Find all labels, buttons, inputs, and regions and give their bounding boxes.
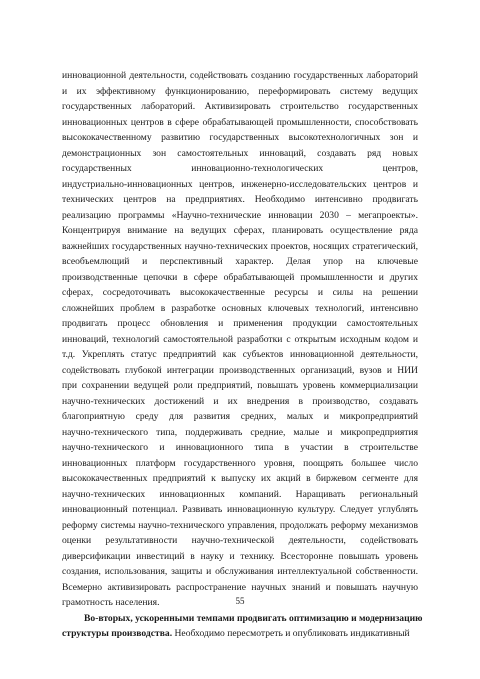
paragraph-1-line: диверсификации инвестиций в науку и технику. Всесторонне повышать уровень <box>62 550 418 562</box>
paragraph-1-line: всеобъемлющий и перспективный характер. Делая упор на ключевые <box>62 256 418 267</box>
paragraph-1-line: инновационных центров в сфере обрабатывающей промышленности, способствовать <box>62 116 418 128</box>
paragraph-1-line: Всемерно активизировать распространение научных знаний и повышать научную <box>62 581 418 593</box>
paragraph-2-line-1 <box>62 611 423 627</box>
body-text <box>62 68 423 642</box>
paragraph-1-line: научно-технических инновационных компаний. Наращивать региональный <box>62 488 418 500</box>
paragraph-1-line: сложнейших проблем в разработке основных ключевых технологий, интенсивно <box>62 302 418 314</box>
paragraph-1 <box>62 68 418 611</box>
paragraph-1-line: важнейших государственных научно-технических проектов, носящих стратегический, <box>62 240 418 252</box>
paragraph-1-line: реформу системы научно-технического управления, продолжать реформу механизмов <box>62 519 418 531</box>
paragraph-1-line: технических центров на предприятиях. Необходимо интенсивно продвигать <box>62 194 418 205</box>
paragraph-1-line: сферах, сосредоточивать высококачественные ресурсы и силы на решении <box>62 287 418 298</box>
paragraph-1-line: оценки результативности научно-технической деятельности, содействовать <box>62 535 418 546</box>
paragraph-1-line: демонстрационных зон самостоятельных инноваций, создавать ряд новых <box>62 147 418 159</box>
paragraph-1-line: инноваций, технологий самостоятельной разработки с открытым исходным кодом и <box>62 333 418 345</box>
paragraph-1-line: инновационной деятельности, содействовать созданию государственных лабораторий <box>62 70 418 81</box>
paragraph-1-line: производственные цепочки в сфере обрабатывающей промышленности и других <box>62 271 418 283</box>
page-number: 55 <box>235 596 245 606</box>
paragraph-1-line: т.д. Укреплять статус предприятий как субъектов инновационной деятельности, <box>62 349 418 360</box>
paragraph-1-line: высококачественных предприятий к выпуску их акций в биржевом сегменте для <box>62 473 418 484</box>
paragraph-1-line: содействовать глубокой интеграции производственных организаций, вузов и НИИ <box>62 364 418 376</box>
paragraph-1-line: научно-технического типа, поддерживать средние, малые и микропредприятия <box>62 426 418 438</box>
paragraph-1-line: высококачественному развитию государственных высокотехнологичных зон и <box>62 132 418 143</box>
paragraph-1-line: благоприятную среду для развития средних, малых и микропредприятий <box>62 411 418 422</box>
paragraph-1-line: реализацию программы «Научно-технические инновации 2030 – мегапроекты». <box>62 209 418 221</box>
paragraph-1-line: инновационных платформ государственного уровня, поощрять большее число <box>62 457 418 469</box>
paragraph-1-line: создания, использования, защиты и обслуживания интеллектуальной собственности. <box>62 566 418 577</box>
paragraph-1-line: Концентрируя внимание на ведущих сферах, планировать осуществление ряда <box>62 225 418 236</box>
paragraph-1-line: индустриально-инновационных центров, инженерно-исследовательских центров и <box>62 178 418 190</box>
paragraph-1-line: продвигать процесс обновления и применения продукции самостоятельных <box>62 318 418 329</box>
paragraph-2-line-2 <box>62 626 418 642</box>
paragraph-1-line: научно-технических достижений и их внедрения в производство, создавать <box>62 395 418 407</box>
paragraph-1-line: грамотность населения. <box>62 597 160 608</box>
paragraph-1-line: научно-технического и инновационного типа в участии в строительстве <box>62 442 418 453</box>
paragraph-1-line: инновационный потенциал. Развивать инновационную культуру. Следует углублять <box>62 504 418 515</box>
paragraph-2-bold-heading: Во-вторых, ускоренными темпами продвигать оптимизацию и модернизацию <box>84 612 423 624</box>
paragraph-2-text: Необходимо пересмотреть и опубликовать индикативный <box>172 628 410 639</box>
paragraph-1-line: государственных лабораторий. Активизировать строительство государственных <box>62 101 418 112</box>
paragraph-1-line: при сохранении ведущей роли предприятий, повышать уровень коммерциализации <box>62 380 418 391</box>
paragraph-1-line: государственных инновационно-технологических центров, <box>62 163 418 174</box>
paragraph-1-line: и их эффективному функционированию, переформировать систему ведущих <box>62 85 418 97</box>
paragraph-2-bold-heading-end: структуры производства. <box>62 628 173 639</box>
